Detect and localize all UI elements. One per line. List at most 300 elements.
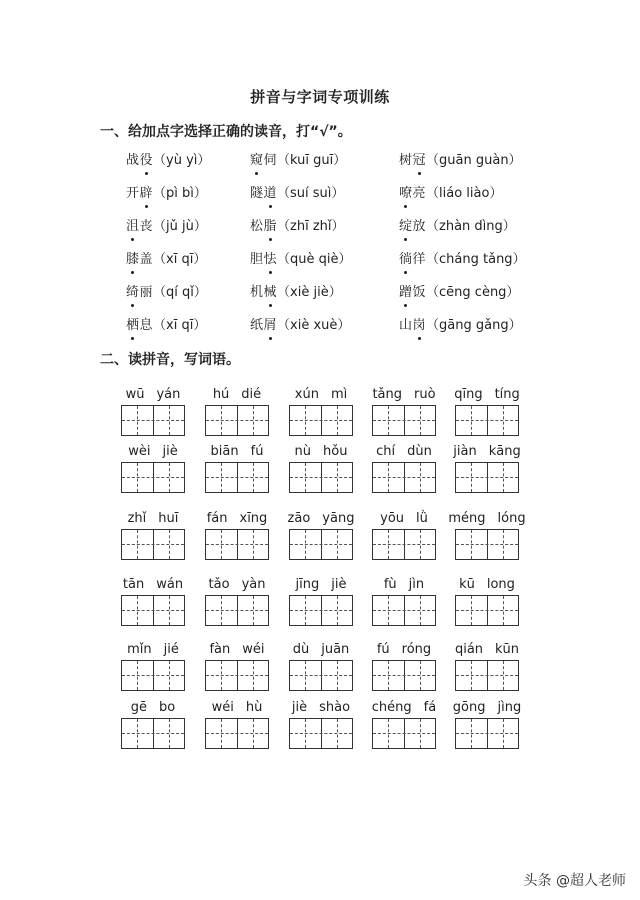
pinyin-options[interactable]: （suí suì） — [277, 186, 345, 201]
pinyin-label — [118, 509, 188, 529]
grid-guide-line — [122, 733, 184, 734]
grid-guide-line — [471, 463, 472, 492]
pinyin-label — [369, 698, 439, 718]
writing-grid[interactable] — [455, 718, 519, 749]
dotted-character: 冠 — [413, 150, 427, 172]
grid-guide-line — [290, 420, 352, 421]
grid-guide-line — [456, 675, 518, 676]
writing-grid[interactable] — [372, 529, 436, 560]
pinyin-word-item — [452, 442, 522, 493]
writing-grid[interactable] — [455, 405, 519, 436]
pinyin-word-item — [118, 640, 188, 691]
exercise-word — [126, 219, 153, 234]
grid-guide-line — [337, 719, 338, 748]
writing-grid[interactable] — [121, 595, 185, 626]
dotted-character: 膝 — [126, 249, 140, 271]
grid-guide-line — [206, 544, 268, 545]
pinyin-label — [452, 640, 522, 660]
grid-guide-line — [420, 661, 421, 690]
writing-grid[interactable] — [372, 718, 436, 749]
pinyin-syllable: nù — [294, 444, 312, 459]
pinyin-syllable: biān — [210, 444, 239, 459]
pinyin-syllable: yāng — [322, 511, 355, 526]
pinyin-label — [452, 442, 522, 462]
exercise-word — [399, 186, 426, 201]
writing-grid[interactable] — [289, 462, 353, 493]
section2-heading: 二、读拼音，写词语。 — [100, 352, 240, 368]
pinyin-label — [202, 442, 272, 462]
writing-grid[interactable] — [372, 462, 436, 493]
exercise-word — [250, 186, 277, 201]
exercise-item — [250, 249, 399, 282]
character: 胆 — [250, 252, 264, 267]
grid-guide-line — [503, 406, 504, 435]
dotted-character: 役 — [140, 150, 154, 172]
pinyin-label — [202, 698, 272, 718]
grid-guide-line — [305, 661, 306, 690]
writing-grid[interactable] — [289, 718, 353, 749]
grid-guide-line — [253, 596, 254, 625]
exercise-item — [126, 249, 250, 282]
pinyin-syllable: huī — [158, 511, 179, 526]
pinyin-syllable: wèi — [128, 444, 151, 459]
dotted-character: 岗 — [413, 315, 427, 337]
pinyin-label — [369, 575, 439, 595]
pinyin-word-item — [118, 509, 188, 560]
grid-guide-line — [337, 406, 338, 435]
grid-guide-line — [337, 463, 338, 492]
grid-guide-line — [206, 733, 268, 734]
pinyin-label — [286, 698, 356, 718]
pinyin-options[interactable]: （xiè jiè） — [277, 285, 342, 300]
pinyin-options[interactable]: （zhī zhǐ） — [277, 219, 345, 234]
dotted-character: 屑 — [264, 315, 278, 337]
pinyin-syllable: yōu — [380, 511, 405, 526]
grid-guide-line — [169, 530, 170, 559]
pinyin-syllable: jìng — [497, 700, 522, 715]
pinyin-syllable: jiè — [291, 700, 308, 715]
grid-guide-line — [305, 719, 306, 748]
grid-guide-line — [373, 610, 435, 611]
character: 隧 — [250, 186, 264, 201]
exercise-word — [399, 219, 426, 234]
exercise-word — [399, 252, 426, 267]
dotted-character: 脂 — [264, 216, 278, 238]
grid-guide-line — [388, 596, 389, 625]
pinyin-syllable: tān — [122, 577, 145, 592]
pinyin-options[interactable]: （jǔ jù） — [153, 219, 207, 234]
writing-grid[interactable] — [289, 405, 353, 436]
pinyin-syllable: long — [486, 577, 515, 592]
grid-guide-line — [137, 463, 138, 492]
pinyin-word-item — [118, 698, 188, 749]
grid-guide-line — [253, 719, 254, 748]
grid-guide-line — [420, 719, 421, 748]
pinyin-syllable: qián — [454, 642, 484, 657]
character: 松 — [250, 219, 264, 234]
writing-grid[interactable] — [121, 529, 185, 560]
pinyin-syllable: hù — [245, 700, 263, 715]
pinyin-syllable: fú — [376, 642, 390, 657]
pinyin-syllable: hǒu — [323, 444, 348, 459]
pinyin-syllable: kūn — [495, 642, 520, 657]
pinyin-word-item — [202, 640, 272, 691]
character: 纸 — [250, 318, 264, 333]
pinyin-syllable: jiàn — [453, 444, 477, 459]
grid-guide-line — [253, 463, 254, 492]
pinyin-syllable: fù — [383, 577, 397, 592]
grid-guide-line — [503, 596, 504, 625]
grid-guide-line — [253, 661, 254, 690]
pinyin-label — [118, 575, 188, 595]
pinyin-options[interactable]: （guān guàn） — [426, 153, 522, 168]
grid-guide-line — [456, 420, 518, 421]
grid-guide-line — [305, 596, 306, 625]
exercise-item — [250, 183, 399, 216]
grid-guide-line — [388, 661, 389, 690]
dotted-character: 道 — [264, 183, 278, 205]
pinyin-label — [118, 442, 188, 462]
writing-grid[interactable] — [372, 595, 436, 626]
grid-guide-line — [471, 719, 472, 748]
pinyin-word-item — [452, 698, 522, 749]
grid-guide-line — [253, 530, 254, 559]
grid-guide-line — [337, 530, 338, 559]
pinyin-word-item — [202, 509, 272, 560]
grid-guide-line — [221, 463, 222, 492]
pinyin-options[interactable]: （qí qǐ） — [153, 285, 207, 300]
pinyin-word-item — [452, 575, 522, 626]
exercise-item — [250, 315, 399, 348]
grid-guide-line — [388, 530, 389, 559]
character: 树 — [399, 153, 413, 168]
exercise-item — [399, 249, 536, 282]
pinyin-word-item — [286, 385, 356, 436]
writing-grid[interactable] — [455, 462, 519, 493]
writing-grid[interactable] — [205, 718, 269, 749]
pinyin-options[interactable]: （liáo liào） — [426, 186, 503, 201]
pinyin-label — [286, 575, 356, 595]
exercise-item — [250, 150, 399, 183]
pinyin-label — [202, 385, 272, 405]
character: 开 — [126, 186, 140, 201]
pinyin-syllable: xīng — [239, 511, 268, 526]
pinyin-word-item — [118, 442, 188, 493]
pinyin-syllable: shào — [319, 700, 351, 715]
pinyin-word-item — [202, 442, 272, 493]
pinyin-syllable: chí — [376, 444, 396, 459]
pinyin-syllable: kāng — [488, 444, 521, 459]
grid-guide-line — [305, 463, 306, 492]
watermark: 头条 @超人老师 — [523, 873, 626, 889]
grid-guide-line — [420, 530, 421, 559]
grid-guide-line — [503, 463, 504, 492]
character: 丽 — [139, 285, 154, 300]
exercise-word — [399, 285, 426, 300]
pinyin-syllable: jìn — [408, 577, 425, 592]
grid-guide-line — [305, 406, 306, 435]
grid-guide-line — [503, 530, 504, 559]
character: 徉 — [412, 252, 427, 267]
dotted-character: 蹭 — [399, 282, 413, 304]
exercise-item — [399, 150, 536, 183]
pinyin-options[interactable]: （yù yì） — [153, 153, 211, 168]
page-title: 拼音与字词专项训练 — [250, 88, 390, 106]
exercise-item — [126, 282, 250, 315]
writing-grid[interactable] — [121, 405, 185, 436]
character: 盖 — [139, 252, 154, 267]
writing-grid[interactable] — [289, 529, 353, 560]
exercise-word — [250, 252, 277, 267]
pinyin-options[interactable]: （pì bì） — [153, 186, 207, 201]
exercise-item — [399, 282, 536, 315]
pinyin-options[interactable]: （kuī guī） — [277, 153, 347, 168]
writing-grid[interactable] — [455, 660, 519, 691]
pinyin-syllable: jiè — [162, 444, 178, 459]
grid-guide-line — [169, 463, 170, 492]
pinyin-syllable: juān — [321, 642, 350, 657]
pinyin-label — [452, 385, 522, 405]
dotted-character: 栖 — [126, 315, 140, 337]
pinyin-word-item — [452, 385, 522, 436]
pinyin-word-item — [286, 640, 356, 691]
writing-grid[interactable] — [205, 462, 269, 493]
grid-guide-line — [503, 661, 504, 690]
pinyin-word-item — [369, 442, 439, 493]
grid-guide-line — [221, 719, 222, 748]
exercise-word — [250, 153, 277, 168]
writing-grid[interactable] — [121, 462, 185, 493]
dotted-character: 沮 — [126, 216, 140, 238]
pinyin-word-item — [118, 575, 188, 626]
grid-guide-line — [137, 596, 138, 625]
pinyin-options[interactable]: （xī qī） — [153, 318, 207, 333]
grid-guide-line — [169, 719, 170, 748]
grid-guide-line — [456, 477, 518, 478]
pinyin-word-item — [202, 575, 272, 626]
pinyin-word-item — [369, 640, 439, 691]
grid-guide-line — [373, 544, 435, 545]
pinyin-syllable: wéi — [242, 642, 265, 657]
pinyin-options[interactable]: （què qiè） — [277, 252, 352, 267]
dotted-character: 窥 — [250, 150, 264, 172]
grid-guide-line — [388, 406, 389, 435]
grid-guide-line — [471, 530, 472, 559]
pinyin-label — [286, 385, 356, 405]
pinyin-syllable: jīng — [295, 577, 320, 592]
pinyin-syllable: lóng — [497, 511, 526, 526]
pinyin-word-item — [202, 385, 272, 436]
pinyin-word-item — [286, 698, 356, 749]
grid-guide-line — [221, 661, 222, 690]
pinyin-syllable: tíng — [494, 387, 520, 402]
grid-guide-line — [373, 675, 435, 676]
grid-guide-line — [290, 675, 352, 676]
writing-grid[interactable] — [372, 405, 436, 436]
grid-guide-line — [503, 719, 504, 748]
pinyin-syllable: xún — [294, 387, 319, 402]
pinyin-label — [286, 442, 356, 462]
exercise-word — [126, 153, 153, 168]
pinyin-word-item — [286, 575, 356, 626]
writing-grid[interactable] — [205, 405, 269, 436]
exercise-item — [250, 282, 399, 315]
writing-grid[interactable] — [455, 529, 519, 560]
pinyin-syllable: yán — [156, 387, 181, 402]
grid-guide-line — [456, 733, 518, 734]
writing-grid[interactable] — [289, 660, 353, 691]
exercise-item — [399, 216, 536, 249]
grid-guide-line — [221, 596, 222, 625]
character: 伺 — [263, 153, 278, 168]
pinyin-label — [369, 442, 439, 462]
pinyin-syllable: zhǐ — [127, 511, 147, 526]
grid-guide-line — [337, 661, 338, 690]
pinyin-label — [202, 640, 272, 660]
grid-guide-line — [420, 596, 421, 625]
grid-guide-line — [373, 733, 435, 734]
character: 山 — [399, 318, 413, 333]
pinyin-options[interactable]: （gāng gǎng） — [426, 318, 522, 333]
exercise-item — [126, 150, 250, 183]
pinyin-word-item — [202, 698, 272, 749]
exercise-word — [250, 219, 277, 234]
character: 机 — [250, 285, 264, 300]
grid-guide-line — [471, 406, 472, 435]
pinyin-syllable: zāo — [287, 511, 311, 526]
pinyin-label — [118, 385, 188, 405]
dotted-character: 怯 — [264, 249, 278, 271]
pinyin-label — [118, 640, 188, 660]
grid-guide-line — [137, 719, 138, 748]
grid-guide-line — [169, 596, 170, 625]
pinyin-options[interactable]: （cēng cèng） — [426, 285, 520, 300]
pinyin-syllable: fú — [250, 444, 264, 459]
exercise-item — [399, 183, 536, 216]
pinyin-word-item — [448, 509, 526, 560]
pronunciation-exercise-grid — [126, 150, 536, 348]
exercise-item — [399, 315, 536, 348]
pinyin-label — [286, 509, 356, 529]
pinyin-options[interactable]: （cháng tǎng） — [426, 252, 526, 267]
grid-guide-line — [206, 477, 268, 478]
pinyin-syllable: bo — [159, 700, 176, 715]
exercise-word — [399, 153, 426, 168]
writing-grid[interactable] — [121, 718, 185, 749]
grid-guide-line — [388, 719, 389, 748]
section1-heading: 一、给加点字选择正确的读音，打“√”。 — [100, 124, 352, 140]
pinyin-syllable: yàn — [241, 577, 266, 592]
grid-guide-line — [122, 610, 184, 611]
pinyin-syllable: róng — [401, 642, 432, 657]
grid-guide-line — [137, 530, 138, 559]
grid-guide-line — [420, 463, 421, 492]
pinyin-label — [369, 509, 439, 529]
pinyin-options[interactable]: （zhàn dìng） — [426, 219, 516, 234]
pinyin-syllable: tǎo — [208, 577, 230, 592]
writing-grid[interactable] — [205, 529, 269, 560]
character: 放 — [412, 219, 427, 234]
pinyin-options[interactable]: （xī qī） — [153, 252, 207, 267]
pinyin-syllable: mì — [330, 387, 348, 402]
pinyin-syllable: qīng — [454, 387, 483, 402]
grid-guide-line — [122, 477, 184, 478]
pinyin-syllable: wéi — [211, 700, 234, 715]
exercise-item — [250, 216, 399, 249]
writing-grid[interactable] — [372, 660, 436, 691]
pinyin-syllable: fá — [423, 700, 437, 715]
writing-grid[interactable] — [205, 660, 269, 691]
pinyin-syllable: dié — [241, 387, 262, 402]
grid-guide-line — [290, 477, 352, 478]
pinyin-word-item — [369, 698, 439, 749]
writing-grid[interactable] — [455, 595, 519, 626]
writing-grid[interactable] — [289, 595, 353, 626]
pinyin-label — [369, 385, 439, 405]
pinyin-syllable: lǜ — [416, 511, 428, 526]
pinyin-label — [452, 698, 522, 718]
exercise-word — [126, 285, 153, 300]
pinyin-word-item — [369, 509, 439, 560]
writing-grid[interactable] — [121, 660, 185, 691]
writing-grid[interactable] — [205, 595, 269, 626]
exercise-word — [250, 285, 277, 300]
pinyin-syllable: dù — [292, 642, 310, 657]
exercise-word — [126, 318, 153, 333]
grid-guide-line — [122, 675, 184, 676]
pinyin-word-item — [286, 509, 356, 560]
dotted-character: 械 — [264, 282, 278, 304]
character: 饭 — [412, 285, 427, 300]
pinyin-syllable: gōng — [452, 700, 486, 715]
pinyin-syllable: mǐn — [127, 642, 152, 657]
pinyin-syllable: gē — [130, 700, 148, 715]
pinyin-word-item — [452, 640, 522, 691]
exercise-item — [126, 216, 250, 249]
pinyin-syllable: jié — [163, 642, 179, 657]
pinyin-syllable: dùn — [407, 444, 432, 459]
pinyin-label — [452, 575, 522, 595]
exercise-word — [126, 186, 153, 201]
pinyin-options[interactable]: （xiè xuè） — [277, 318, 351, 333]
grid-guide-line — [305, 530, 306, 559]
grid-guide-line — [337, 596, 338, 625]
grid-guide-line — [221, 530, 222, 559]
character: 战 — [126, 153, 140, 168]
grid-guide-line — [471, 596, 472, 625]
pinyin-label — [202, 575, 272, 595]
pinyin-label — [448, 509, 526, 529]
grid-guide-line — [137, 406, 138, 435]
pinyin-label — [118, 698, 188, 718]
pinyin-syllable: wū — [125, 387, 145, 402]
grid-guide-line — [290, 733, 352, 734]
grid-guide-line — [169, 661, 170, 690]
grid-guide-line — [373, 420, 435, 421]
grid-guide-line — [206, 610, 268, 611]
pinyin-label — [286, 640, 356, 660]
grid-guide-line — [456, 544, 518, 545]
grid-guide-line — [420, 406, 421, 435]
character: 丧 — [139, 219, 154, 234]
exercise-word — [250, 318, 277, 333]
character: 亮 — [412, 186, 427, 201]
grid-guide-line — [137, 661, 138, 690]
pinyin-syllable: hú — [212, 387, 230, 402]
grid-guide-line — [373, 477, 435, 478]
dotted-character: 辟 — [140, 183, 154, 205]
exercise-item — [126, 183, 250, 216]
